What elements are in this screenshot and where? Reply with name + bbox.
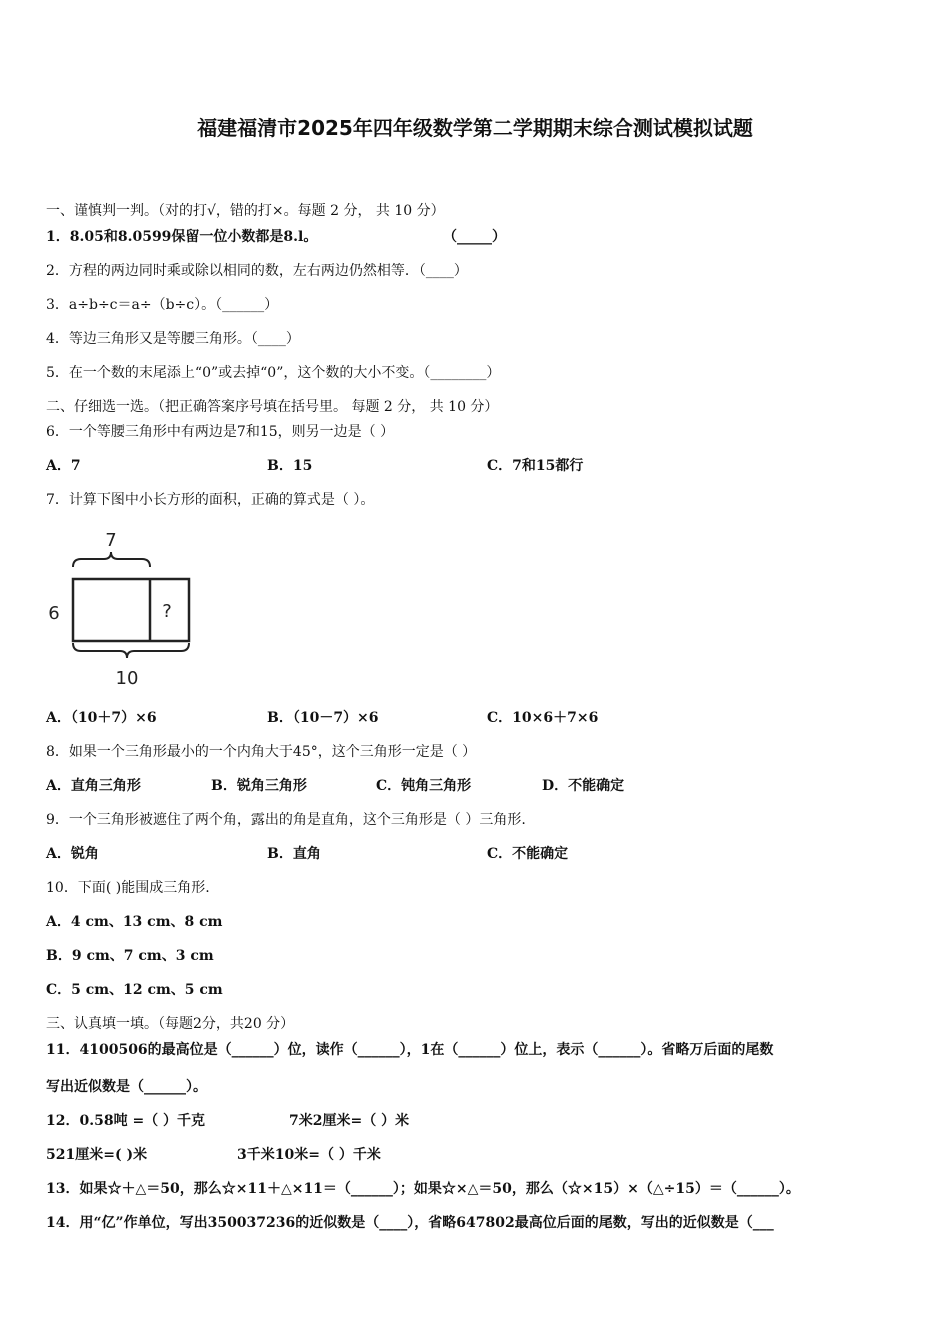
question-8-option-c: C．钝角三角形 (376, 778, 472, 794)
question-8: 8．如果一个三角形最小的一个内角大于45°，这个三角形一定是（ ） (46, 744, 477, 760)
figure-side-label: 6 (48, 603, 60, 624)
question-9-option-a: A．锐角 (46, 846, 99, 862)
question-9: 9．一个三角形被遮住了两个角，露出的角是直角，这个三角形是（ ）三角形. (46, 812, 526, 828)
question-8-option-b: B．锐角三角形 (211, 778, 307, 794)
figure-question-mark: ? (162, 601, 172, 622)
question-12-part-3: 521厘米=( )米 (46, 1147, 148, 1163)
question-6-option-a: A．7 (46, 458, 81, 474)
figure-top-label: 7 (105, 530, 117, 551)
question-7-option-b: B．（10－7）×6 (267, 710, 379, 726)
question-5: 5．在一个数的末尾添上“0”或去掉“0”，这个数的大小不变。（________） (46, 365, 501, 381)
question-14: 14．用“亿”作单位，写出350037236的近似数是（____），省略647802最高位后面的尾数，写出的近似数是（___ (46, 1215, 774, 1231)
question-1-number: 1． (46, 229, 70, 245)
question-2: 2．方程的两边同时乘或除以相同的数，左右两边仍然相等．（____） (46, 263, 468, 279)
figure-bottom-brace (73, 643, 189, 658)
question-10: 10．下面( )能围成三角形. (46, 880, 210, 896)
section-1-heading: 一、谨慎判一判。（对的打√，错的打×。每题 2 分， 共 10 分） (46, 203, 445, 219)
question-12-part-1: 12．0.58吨 =（ ）千克 (46, 1113, 206, 1129)
question-1-text: 8.05和8.0599保留一位小数都是8.l。 (69, 229, 318, 245)
question-10-option-c: C．5 cm、12 cm、5 cm (46, 982, 223, 998)
section-3-heading: 三、认真填一填。（每题2分，共20 分） (46, 1016, 295, 1032)
question-12-part-2: 7米2厘米=（ ）米 (289, 1113, 410, 1129)
page-title: 福建福清市2025年四年级数学第二学期期末综合测试模拟试题 (197, 116, 753, 140)
section-2-heading: 二、仔细选一选。（把正确答案序号填在括号里。 每题 2 分， 共 10 分） (46, 399, 499, 415)
question-7-option-a: A．（10＋7）×6 (46, 710, 157, 726)
figure-bottom-label: 10 (115, 668, 139, 689)
question-7-figure (40, 522, 210, 694)
question-3: 3．a÷b÷c＝a÷（b÷c）。（______） (46, 297, 279, 313)
question-11-line-1: 11．4100506的最高位是（______）位，读作（______），1在（______）位上，表示（______）。省略万后面的尾数 (46, 1042, 774, 1058)
question-9-option-c: C．不能确定 (487, 846, 569, 862)
question-6-option-c: C．7和15都行 (487, 458, 584, 474)
figure-top-brace (73, 552, 150, 567)
question-1 (46, 227, 317, 247)
question-4: 4．等边三角形又是等腰三角形。（____） (46, 331, 300, 347)
question-1-blank: （_____） (443, 229, 506, 245)
question-12-part-4: 3千米10米=（ ）千米 (237, 1147, 381, 1163)
question-7: 7．计算下图中小长方形的面积，正确的算式是（ ）。 (46, 492, 375, 508)
question-10-option-b: B．9 cm、7 cm、3 cm (46, 948, 214, 964)
question-8-option-d: D．不能确定 (542, 778, 625, 794)
question-6: 6．一个等腰三角形中有两边是7和15，则另一边是（ ） (46, 424, 395, 440)
question-6-option-b: B．15 (267, 458, 313, 474)
question-9-option-b: B．直角 (267, 846, 321, 862)
question-8-option-a: A．直角三角形 (46, 778, 141, 794)
question-7-option-c: C．10×6＋7×6 (487, 710, 599, 726)
question-13: 13．如果☆＋△＝50，那么☆×11＋△×11＝（______）；如果☆×△＝50，那么（☆×15）×（△÷15）＝（______）。 (46, 1181, 800, 1197)
question-10-option-a: A．4 cm、13 cm、8 cm (46, 914, 223, 930)
question-11-line-2: 写出近似数是（______）。 (46, 1079, 207, 1095)
